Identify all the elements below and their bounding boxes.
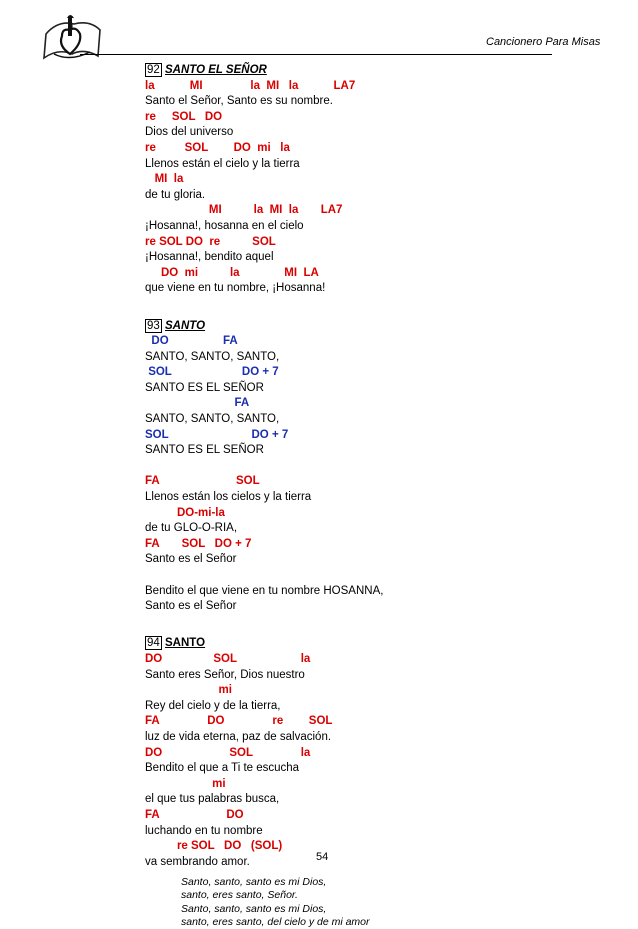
song-title [145,63,565,79]
lyric-line: de tu GLO-O-RIA, [145,522,238,535]
chord-line: FA SOL DO + 7 [145,537,252,550]
chord-line: DO SOL la [145,746,311,759]
lyric-line: Bendito el que viene en tu nombre HOSANNA, [145,584,384,597]
chord-line: FA [145,397,250,410]
lyric-line: Santo el Señor, Santo es su nombre. [145,95,333,108]
song-content [145,63,565,929]
lyric-line: Santo es el Señor [145,600,237,613]
song-name: SANTO EL SEÑOR [165,64,267,76]
lyric-line: luz de vida eterna, paz de salvación. [145,730,332,743]
lyric-line: SANTO, SANTO, SANTO, [145,350,280,363]
chord-line: MI la [145,173,184,186]
chord-line: FA DO re SOL [145,715,333,728]
lyric-line: SANTO, SANTO, SANTO, [145,413,280,426]
lyric-line: luchando en tu nombre [145,824,263,837]
lyric-line: Bendito el que a Ti te escucha [145,762,300,775]
chord-line: DO SOL la [145,652,311,665]
page-number: 54 [316,851,329,863]
chord-line: FA SOL [145,475,260,488]
chord-line: mi [145,777,226,790]
song-number: 94 [147,637,160,650]
refrain-line: santo, eres santo, Señor. [181,889,298,902]
song-title [145,319,565,335]
chord-line: DO-mi-la [145,506,225,519]
lyric-line: Dios del universo [145,126,234,139]
chord-line: re SOL DO [145,110,223,123]
blank-line [145,459,565,475]
lyric-line: Santo es el Señor [145,553,237,566]
lyric-line: Rey del cielo y de la tierra, [145,699,281,712]
lyric-line: ¡Hosanna!, bendito aquel [145,251,274,264]
section-spacer [145,297,565,313]
lyric-line: va sembrando amor. [145,855,250,868]
lyric-line: Santo eres Señor, Dios nuestro [145,668,305,681]
chord-line: MI la MI la LA7 [145,204,343,217]
lyric-line: SANTO ES EL SEÑOR [145,444,264,457]
song-number: 92 [147,64,160,76]
refrain-line: santo, eres santo, del cielo y de mi amor [181,915,370,928]
blank-line [145,568,565,584]
refrain-line: Santo, santo, santo es mi Dios, [181,902,327,915]
header-rule [80,54,552,55]
lyric-line: Llenos están los cielos y la tierra [145,491,312,504]
chord-line: la MI la MI la LA7 [145,79,356,92]
refrain-line: Santo, santo, santo es mi Dios, [181,876,327,889]
lyric-line: el que tus palabras busca, [145,793,280,806]
hymnal-logo [40,14,104,66]
lyric-line: ¡Hosanna!, hosanna en el cielo [145,219,304,232]
lyric-line: SANTO ES EL SEÑOR [145,381,264,394]
chord-line: DO FA [145,335,238,348]
chord-line: SOL DO + 7 [145,366,279,379]
chord-line: FA DO [145,808,244,821]
lyric-line: que viene en tu nombre, ¡Hosanna! [145,282,326,295]
song-name: SANTO [165,637,206,650]
song-title [145,636,565,652]
chord-line: mi [145,684,232,697]
page-header-title: Cancionero Para Misas [486,36,601,48]
chord-line: re SOL DO (SOL) [145,840,283,853]
chord-line: DO mi la MI LA [145,266,319,279]
chord-line: re SOL DO mi la [145,141,290,154]
lyric-line: de tu gloria. [145,188,206,201]
section-spacer [145,615,565,631]
lyric-line: Llenos están el cielo y la tierra [145,157,300,170]
chord-line: re SOL DO re SOL [145,235,276,248]
song-name: SANTO [165,319,206,332]
chord-line: SOL DO + 7 [145,428,289,441]
song-number: 93 [147,319,160,332]
